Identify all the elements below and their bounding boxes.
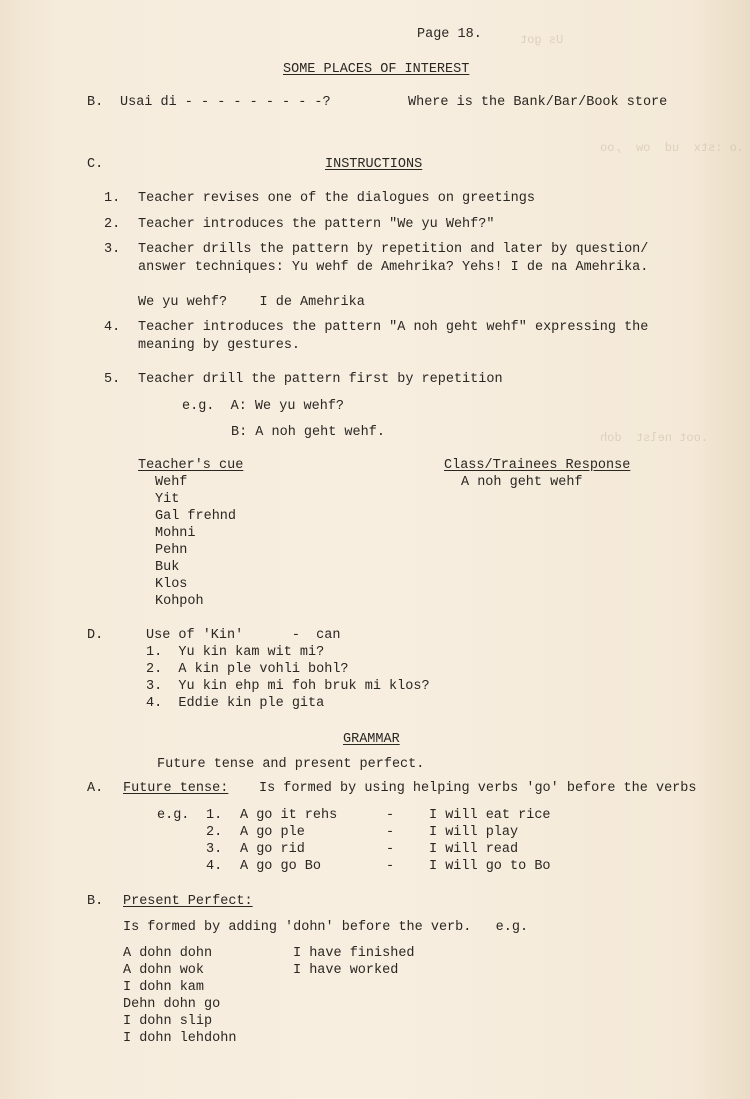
response-text: A noh geht wehf	[461, 475, 583, 490]
krio-phrase: I dohn kam	[123, 980, 205, 995]
krio-phrase: A go go Bo	[240, 859, 322, 874]
list-item: 2. A kin ple vohli bohl?	[146, 662, 349, 677]
cue-word: Pehn	[155, 543, 188, 558]
english-phrase: I will go to Bo	[429, 859, 551, 874]
section-letter: B.	[87, 894, 104, 909]
present-perfect-label: Present Perfect:	[123, 894, 253, 909]
krio-phrase: I dohn lehdohn	[123, 1031, 237, 1046]
future-tense-desc: Is formed by using helping verbs 'go' before the verbs	[259, 781, 697, 796]
future-tense-label: Future tense:	[123, 781, 229, 796]
list-number: 4.	[104, 320, 121, 335]
list-item: Teacher revises one of the dialogues on greetings	[138, 191, 535, 206]
list-item: Teacher drill the pattern first by repetition	[138, 372, 503, 387]
dash: -	[386, 825, 395, 840]
grammar-intro: Future tense and present perfect.	[157, 757, 425, 772]
krio-phrase: A go rid	[240, 842, 305, 857]
cue-word: Gal frehnd	[155, 509, 237, 524]
cue-word: Buk	[155, 560, 180, 575]
list-item-continued: answer techniques: Yu wehf de Amehrika? Yehs! I de na Amehrika.	[138, 260, 649, 275]
example-a: e.g. A: We yu wehf?	[182, 399, 345, 414]
cue-word: Wehf	[155, 475, 188, 490]
krio-phrase: A go it rehs	[240, 808, 338, 823]
page-number: Page 18.	[417, 27, 482, 42]
section-letter: C.	[87, 157, 104, 172]
krio-phrase: I dohn slip	[123, 1014, 213, 1029]
english-phrase: I have worked	[293, 963, 399, 978]
english-phrase: I will play	[429, 825, 519, 840]
phrase-krio: Usai di - - - - - - - - -?	[120, 95, 331, 110]
cue-word: Yit	[155, 492, 180, 507]
bleed-through-text: .oot nelst doh	[600, 431, 709, 445]
cue-header: Teacher's cue	[138, 458, 244, 473]
row-number: 2.	[206, 825, 223, 840]
list-number: 5.	[104, 372, 121, 387]
krio-phrase: A go ple	[240, 825, 305, 840]
list-item: Teacher introduces the pattern "A noh geht wehf" expressing the	[138, 320, 649, 335]
list-item: 1. Yu kin kam wit mi?	[146, 645, 325, 660]
dash: -	[386, 808, 395, 823]
page-title: SOME PLACES OF INTEREST	[283, 62, 470, 77]
response-header: Class/Trainees Response	[444, 458, 631, 473]
krio-phrase: A dohn wok	[123, 963, 205, 978]
row-number: 4.	[206, 859, 223, 874]
list-item: Teacher drills the pattern by repetition and later by question/	[138, 242, 649, 257]
instructions-heading: INSTRUCTIONS	[325, 157, 423, 172]
section-letter: D.	[87, 628, 104, 643]
list-number: 3.	[104, 242, 121, 257]
english-phrase: I will read	[429, 842, 519, 857]
section-letter: A.	[87, 781, 104, 796]
section-letter: B.	[87, 95, 104, 110]
cue-word: Klos	[155, 577, 188, 592]
row-number: 3.	[206, 842, 223, 857]
phrase-translation: Where is the Bank/Bar/Book store	[408, 95, 668, 110]
example-line: We yu wehf? I de Amehrika	[138, 295, 365, 310]
english-phrase: I will eat rice	[429, 808, 551, 823]
bleed-through-text: Us got	[520, 33, 564, 47]
row-number: 1.	[206, 808, 223, 823]
list-item: 4. Eddie kin ple gita	[146, 696, 325, 711]
list-item: 3. Yu kin ehp mi foh bruk mi klos?	[146, 679, 430, 694]
list-number: 2.	[104, 217, 121, 232]
grammar-heading: GRAMMAR	[343, 732, 400, 747]
list-item-continued: meaning by gestures.	[138, 338, 301, 353]
dash: -	[386, 842, 395, 857]
english-phrase: I have finished	[293, 946, 415, 961]
present-perfect-desc: Is formed by adding 'dohn' before the verb. e.g.	[123, 920, 529, 935]
dash: -	[386, 859, 395, 874]
cue-word: Mohni	[155, 526, 196, 541]
krio-phrase: A dohn dohn	[123, 946, 213, 961]
eg-label: e.g.	[157, 808, 190, 823]
example-b: B: A noh geht wehf.	[231, 425, 385, 440]
krio-phrase: Dehn dohn go	[123, 997, 221, 1012]
section-d-heading: Use of 'Kin' - can	[146, 628, 341, 643]
list-number: 1.	[104, 191, 121, 206]
bleed-through-text: .o :stx ud ow ,oo	[600, 141, 745, 155]
list-item: Teacher introduces the pattern "We yu Wehf?"	[138, 217, 495, 232]
cue-word: Kohpoh	[155, 594, 204, 609]
